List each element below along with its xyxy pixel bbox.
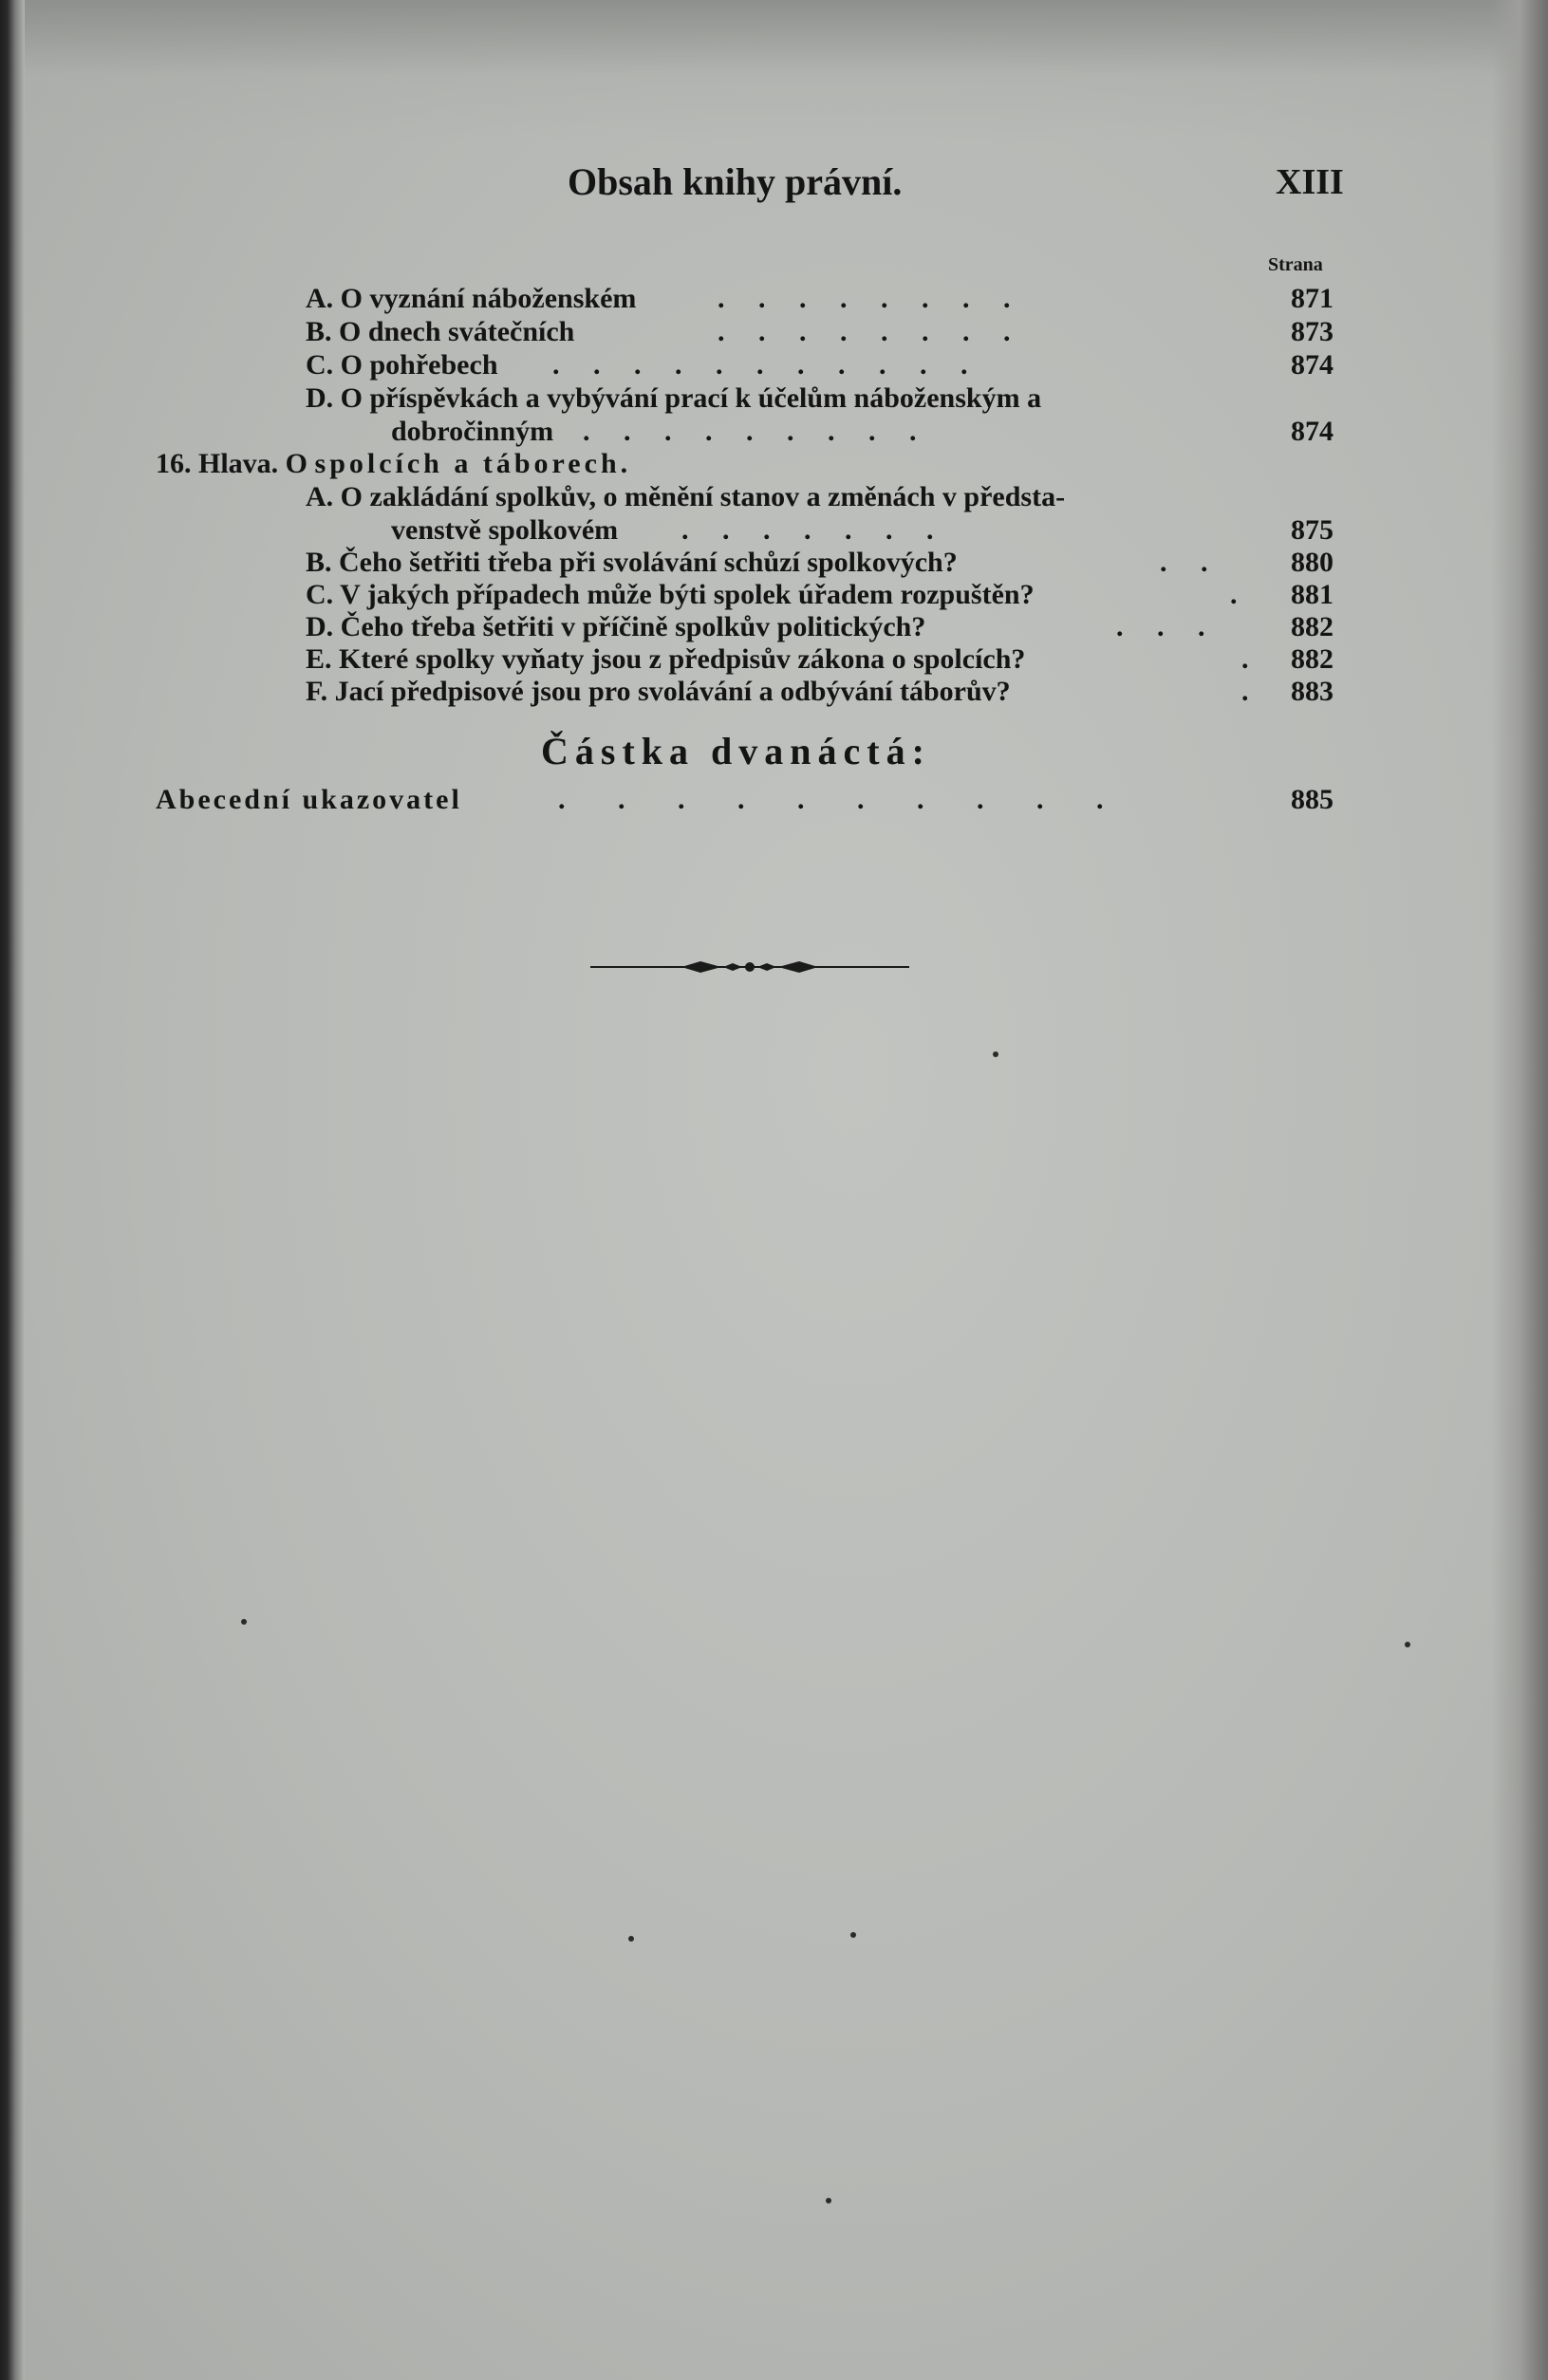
toc-page-number: 871 — [1291, 283, 1334, 314]
toc-entry-label: dobročinným — [391, 416, 554, 447]
chapter-prefix: 16. Hlava. O — [156, 448, 308, 479]
print-speck — [241, 1619, 247, 1625]
chapter-title: spolcích a táborech. — [314, 448, 632, 479]
toc-leader-dots: . — [1230, 579, 1251, 610]
toc-entry-label: D. Čeho třeba šetřiti v příčině spolkův politických? — [306, 611, 926, 642]
toc-leader-dots: . . . . . . . . . — [583, 416, 930, 447]
print-speck — [628, 1936, 634, 1942]
print-speck — [993, 1051, 998, 1057]
toc-entry-label: A. O zakládání spolkův, o měnění stanov a změnách v předsta- — [306, 481, 1066, 512]
toc-entry-label: Abecední ukazovatel — [156, 784, 462, 815]
toc-page-number: 882 — [1291, 643, 1334, 675]
column-label-strana: Strana — [1268, 254, 1323, 275]
toc-entry-label: B. Čeho šetřiti třeba při svolávání schůzí spolkových? — [306, 547, 958, 578]
toc-page-number: 875 — [1291, 514, 1334, 546]
toc-leader-dots: . . . . . . . . . . — [558, 784, 1127, 815]
ornamental-divider — [590, 956, 909, 978]
toc-entry-label: B. O dnech svátečních — [306, 316, 575, 347]
toc-page-number: 874 — [1291, 416, 1334, 447]
toc-page-number: 874 — [1291, 349, 1334, 381]
part-title: Částka dvanáctá: — [541, 730, 931, 772]
toc-entry-label: C. V jakých případech může býti spolek úřadem rozpuštěn? — [306, 579, 1035, 610]
top-shadow — [0, 0, 1548, 142]
toc-leader-dots: . — [1241, 676, 1262, 707]
toc-entry-label: C. O pohřebech — [306, 349, 498, 381]
toc-entry-label: A. O vyznání náboženském — [306, 283, 637, 314]
toc-page-number: 873 — [1291, 316, 1334, 347]
toc-page-number: 885 — [1291, 784, 1334, 815]
toc-entry-label: venstvě spolkovém — [391, 514, 619, 546]
toc-entry-label: F. Jací předpisové jsou pro svolávání a odbývání táborův? — [306, 676, 1011, 707]
print-speck — [850, 1932, 856, 1938]
toc-leader-dots: . . . . . . . . . . . — [552, 349, 981, 381]
print-speck — [1405, 1642, 1410, 1647]
toc-page-number: 881 — [1291, 579, 1334, 610]
toc-page-number: 883 — [1291, 676, 1334, 707]
toc-leader-dots: . . . . . . . . — [718, 283, 1024, 314]
book-spine-edge — [0, 0, 25, 2380]
toc-entry-label: D. O příspěvkách a vybývání prací k účelům náboženským a — [306, 382, 1042, 414]
toc-leader-dots: . . — [1160, 547, 1222, 578]
toc-leader-dots: . . . — [1116, 611, 1219, 642]
toc-page-number: 880 — [1291, 547, 1334, 578]
toc-leader-dots: . — [1241, 643, 1262, 675]
print-speck — [826, 2198, 831, 2203]
toc-page-number: 882 — [1291, 611, 1334, 642]
toc-entry-label: E. Které spolky vyňaty jsou z předpisův zákona o spolcích? — [306, 643, 1026, 675]
toc-leader-dots: . . . . . . . — [681, 514, 947, 546]
toc-leader-dots: . . . . . . . . — [718, 316, 1024, 347]
chapter-heading — [156, 448, 631, 480]
page-right-edge — [1491, 0, 1548, 2380]
page-number: XIII — [1276, 162, 1344, 202]
running-header-title: Obsah knihy právní. — [568, 160, 903, 203]
